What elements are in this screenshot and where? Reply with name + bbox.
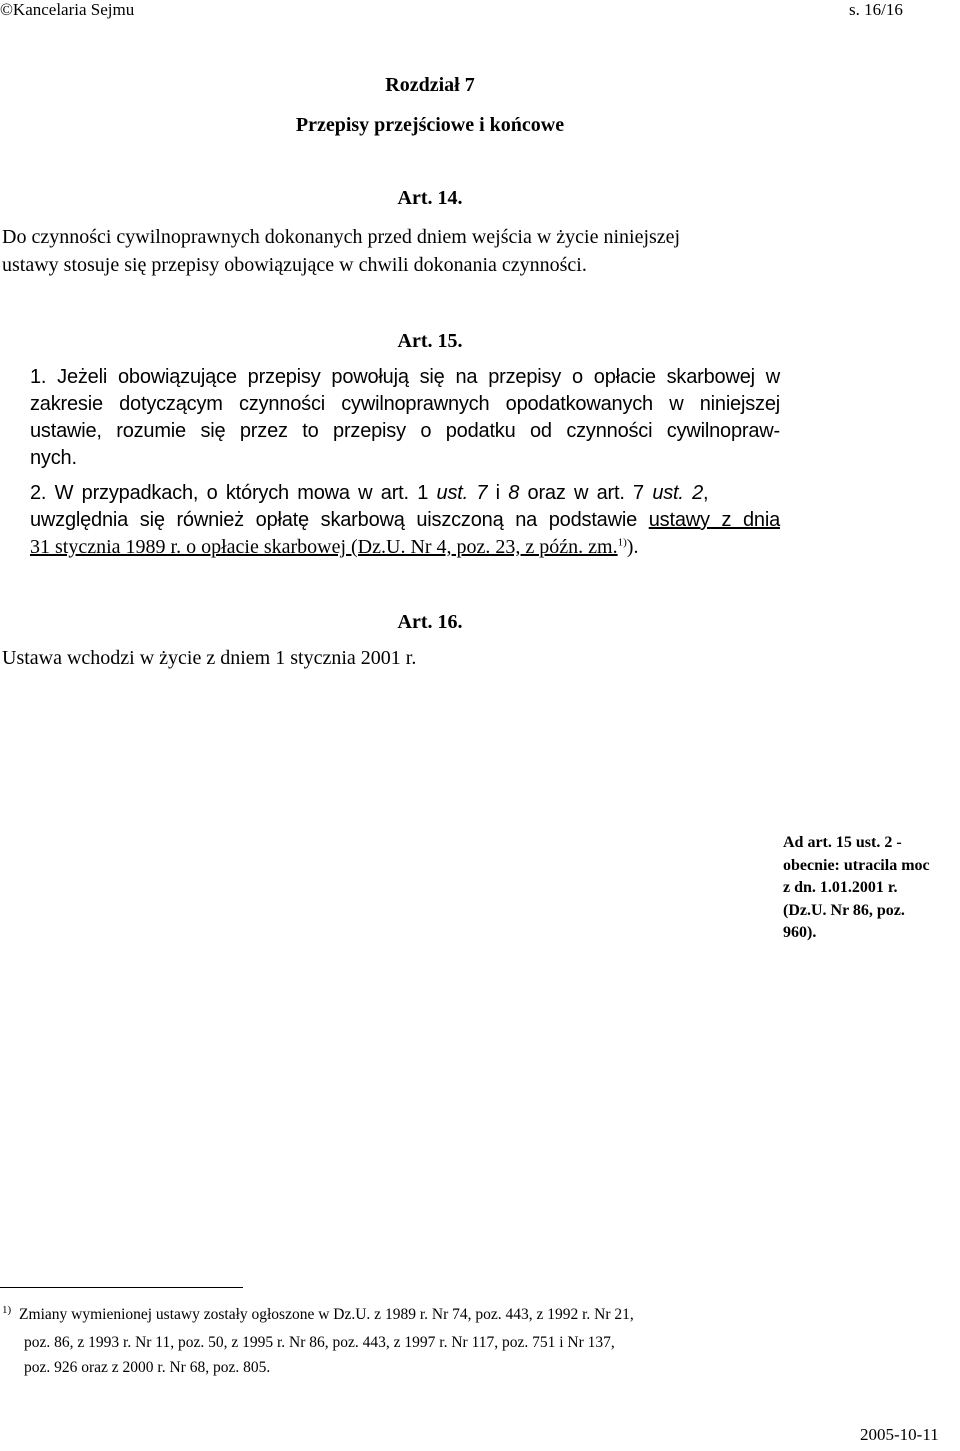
art15-p2-and: i xyxy=(495,482,500,504)
footnote-separator xyxy=(0,1287,243,1288)
footnote-1 xyxy=(2,1303,634,1324)
art15-p2-ust-ref-8: 8 xyxy=(508,482,520,504)
footnote-line-2: poz. 86, z 1993 r. Nr 11, poz. 50, z 1995 r. Nr 86, poz. 443, z 1997 r. Nr 117, poz. 751 i Nr 137, xyxy=(24,1334,615,1351)
footnote-line-1: Zmiany wymienionej ustawy zostały ogłoszone w Dz.U. z 1989 r. Nr 74, poz. 443, z 1992 r. Nr 21, xyxy=(19,1306,634,1323)
art15-p2-end: ). xyxy=(626,536,639,558)
art15-p2-ust-ref-1: ust. 7 xyxy=(436,482,488,504)
art15-heading: Art. 15. xyxy=(397,330,463,352)
footer-date: 2005-10-11 xyxy=(860,1425,939,1444)
side-note-line-5: 960). xyxy=(783,924,817,941)
art15-p2-comma: , xyxy=(703,482,709,504)
art15-p1-line-4: nych. xyxy=(30,447,77,469)
art14-line-1: Do czynności cywilnoprawnych dokonanych przed dniem wejścia w życie niniejszej xyxy=(2,226,681,248)
art15-p1-line-1: 1. Jeżeli obowiązujące przepisy powołują się na przepisy o opłacie skarbowej w xyxy=(30,366,780,388)
side-note xyxy=(783,832,930,945)
statute-link-part-1[interactable]: ustawy z dnia xyxy=(648,509,781,531)
footnote-line-3: poz. 926 oraz z 2000 r. Nr 68, poz. 805. xyxy=(24,1359,271,1376)
header-publisher: ©Kancelaria Sejmu xyxy=(0,0,135,19)
art15-p2-text-a: 2. W przypadkach, o których mowa w art. 1 xyxy=(30,482,429,504)
art15-p2-line-3 xyxy=(30,536,638,559)
art16-heading: Art. 16. xyxy=(397,611,463,633)
art15-p2-line-2 xyxy=(30,509,780,532)
art15-p1-line-2: zakresie dotyczącym czynności cywilnoprawnych opodatkowanych w niniejszej xyxy=(30,393,780,415)
chapter-number: Rozdział 7 xyxy=(385,74,475,96)
side-note-line-3: z dn. 1.01.2001 r. xyxy=(783,879,898,896)
art14-heading: Art. 14. xyxy=(397,187,463,209)
art15-p2-ust-ref-2: ust. 2 xyxy=(652,482,704,504)
art15-p1-line-3: ustawie, rozumie się przez to przepisy o podatku od czynności cywilnopraw- xyxy=(30,420,780,442)
art15-p2-line-1 xyxy=(30,482,780,505)
statute-link-part-2[interactable]: 31 stycznia 1989 r. o opłacie skarbowej (Dz.U. Nr 4, poz. 23, z późn. zm. xyxy=(30,536,618,558)
side-note-line-4: (Dz.U. Nr 86, poz. xyxy=(783,901,905,919)
side-note-line-1: Ad art. 15 ust. 2 - xyxy=(783,834,902,851)
footnote-marker: 1) xyxy=(2,1303,12,1316)
art15-p2-line2-text: uwzględnia się również opłatę skarbową uiszczoną na podstawie xyxy=(30,509,638,531)
chapter-title: Przepisy przejściowe i końcowe xyxy=(295,114,565,136)
footnote-ref-1[interactable]: 1) xyxy=(617,536,627,549)
header-page-number: s. 16/16 xyxy=(849,0,903,19)
art14-line-2: ustawy stosuje się przepisy obowiązujące w chwili dokonania czynności. xyxy=(2,254,587,276)
side-note-line-2: obecnie: utracila moc xyxy=(783,856,930,874)
art16-text: Ustawa wchodzi w życie z dniem 1 stycznia 2001 r. xyxy=(2,647,417,669)
art15-p2-text-b: oraz w art. 7 xyxy=(527,482,644,504)
